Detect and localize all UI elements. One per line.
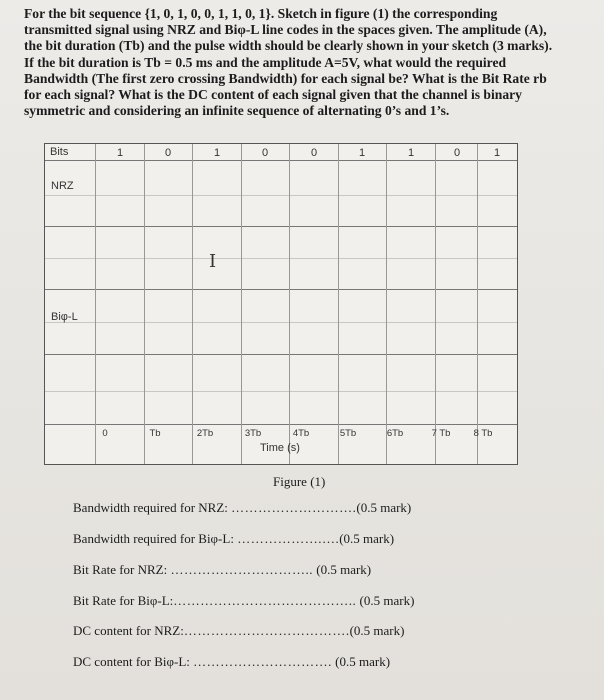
time-tick: 3Tb <box>244 428 262 439</box>
question-label: Bandwidth required for Biφ-L: <box>73 531 234 546</box>
problem-line: Bandwidth (The first zero crossing Bandwidth) for each signal be? What is the Bit Rate rb <box>24 70 547 86</box>
bit-value: 1 <box>493 147 501 159</box>
time-tick: 7 Tb <box>431 428 451 439</box>
row-divider <box>45 226 517 227</box>
column-divider <box>435 144 436 464</box>
bit-value: 1 <box>358 147 366 159</box>
question-label: DC content for Biφ-L: <box>73 654 190 669</box>
bit-value: 1 <box>407 147 415 159</box>
question-line <box>73 500 411 516</box>
bits-row-label: Bits <box>50 146 69 158</box>
bit-value: 0 <box>453 147 461 159</box>
problem-line: For the bit sequence {1, 0, 1, 0, 0, 1, 1, 0, 1}. Sketch in figure (1) the corresponding <box>24 6 498 21</box>
answer-blank[interactable]: ………………………….. <box>170 562 313 577</box>
time-tick: 8 Tb <box>473 428 493 439</box>
text-cursor-icon: I <box>209 251 217 272</box>
nrz-row-label: NRZ <box>51 180 74 192</box>
problem-statement <box>24 6 590 119</box>
time-tick: 6Tb <box>386 428 404 439</box>
question-line <box>73 593 414 609</box>
question-mark: (0.5 mark) <box>316 562 372 577</box>
answer-blank[interactable]: ……………….…. <box>237 531 340 546</box>
column-divider <box>477 144 478 464</box>
problem-line: If the bit duration is Tb = 0.5 ms and the amplitude A=5V, what would the required <box>24 54 507 70</box>
bit-value: 0 <box>164 147 172 159</box>
time-tick: 5Tb <box>339 428 357 439</box>
question-line <box>73 654 390 670</box>
time-axis-label: Time (s) <box>260 442 300 454</box>
answer-blank[interactable]: ………………………………….. <box>173 593 357 608</box>
question-line <box>73 562 371 578</box>
question-mark: (0.5 mark) <box>359 593 415 608</box>
grid-line <box>45 195 517 196</box>
grid-line <box>45 322 517 323</box>
row-divider <box>45 160 517 161</box>
figure-caption: Figure (1) <box>273 474 326 489</box>
column-divider <box>192 144 193 464</box>
answer-blank[interactable]: …………………………. <box>193 654 332 669</box>
column-divider <box>386 144 387 464</box>
signal-sketch-table <box>44 143 518 465</box>
bit-value: 0 <box>310 147 318 159</box>
grid-line <box>45 258 517 259</box>
row-divider <box>45 354 517 355</box>
bit-value: 0 <box>261 147 269 159</box>
time-tick: Tb <box>149 428 161 439</box>
column-divider <box>289 144 290 464</box>
column-divider <box>95 144 96 464</box>
row-divider <box>45 289 517 290</box>
time-tick: 0 <box>102 428 108 439</box>
answer-blank[interactable]: ………………………………. <box>183 623 350 638</box>
question-mark: (0.5 mark) <box>335 654 391 669</box>
problem-line: the bit duration (Tb) and the pulse width should be clearly shown in your sketch (3 marks). <box>24 38 553 54</box>
column-divider <box>338 144 339 464</box>
question-label: Bit Rate for NRZ: <box>73 562 168 577</box>
time-tick: 2Tb <box>196 428 214 439</box>
answer-blank[interactable]: ………………………. <box>231 500 357 515</box>
question-label: DC content for NRZ: <box>73 623 184 638</box>
bit-value: 1 <box>116 147 124 159</box>
bit-value: 1 <box>213 147 221 159</box>
column-divider <box>241 144 242 464</box>
question-line <box>73 531 394 547</box>
problem-line: transmitted signal using NRZ and Biφ-L line codes in the spaces given. The amplitude (A), <box>24 22 547 38</box>
question-label: Bit Rate for Biφ-L: <box>73 593 174 608</box>
problem-line: for each signal? What is the DC content of each signal given that the channel is binary <box>24 87 522 103</box>
question-line <box>73 623 404 639</box>
grid-line <box>45 391 517 392</box>
question-mark: (0.5 mark) <box>339 531 395 546</box>
time-tick: 4Tb <box>292 428 310 439</box>
column-divider <box>144 144 145 464</box>
question-label: Bandwidth required for NRZ: <box>73 500 228 515</box>
biphase-row-label: Biφ-L <box>51 311 78 323</box>
question-mark: (0.5 mark) <box>356 500 412 515</box>
problem-line: symmetric and considering an infinite sequence of alternating 0’s and 1’s. <box>24 103 450 119</box>
question-mark: (0.5 mark) <box>349 623 405 638</box>
row-divider <box>45 424 517 425</box>
